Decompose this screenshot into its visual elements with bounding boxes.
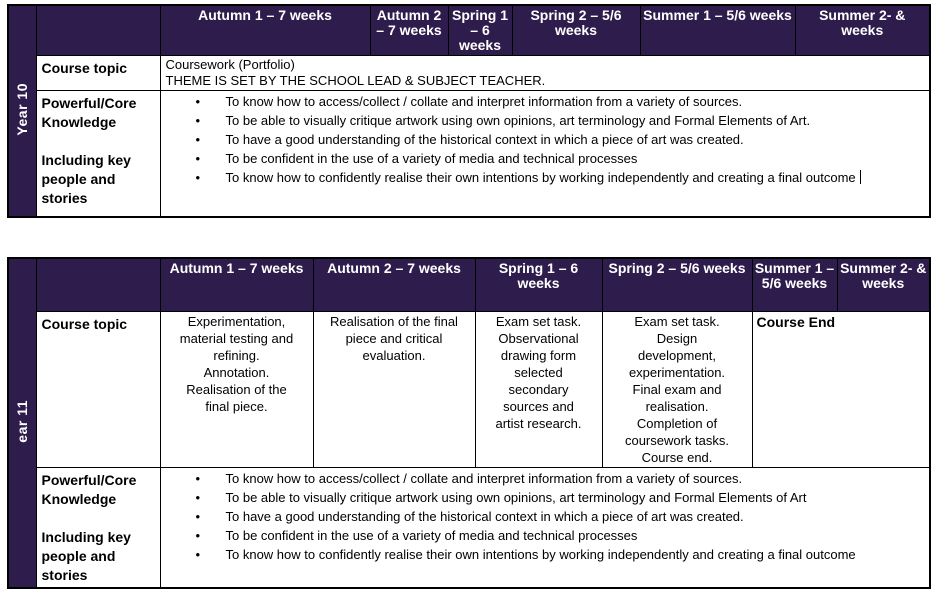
year11-table: [7, 257, 931, 589]
year10-header-autumn2[interactable]: Autumn 2 – 7 weeks: [370, 5, 448, 56]
cell-line: refining.: [213, 347, 260, 363]
bullet-item: • To be confident in the use of a variety of media and technical processes: [166, 149, 925, 168]
bullet-item: • To have a good understanding of the historical context in which a piece of art was created.: [166, 130, 925, 149]
text-cursor: [860, 170, 861, 184]
cell-line: Observational: [498, 330, 579, 346]
cell-line: Realisation of the final: [330, 313, 458, 329]
knowledge-label-top: Powerful/Core Knowledge: [41, 471, 137, 507]
cell-line: Design: [656, 330, 698, 346]
year11-knowledge-label[interactable]: [36, 467, 160, 588]
bullet-item: • To be able to visually critique artwork using own opinions, art terminology and Formal Elements of Art.: [166, 111, 925, 130]
year11-autumn1-cell[interactable]: [160, 311, 313, 467]
cell-line: experimentation.: [628, 364, 726, 380]
year11-header-autumn2[interactable]: Autumn 2 – 7 weeks: [313, 258, 475, 311]
year11-header-spring1[interactable]: Spring 1 – 6 weeks: [475, 258, 602, 311]
cell-line: Final exam and: [632, 381, 722, 397]
cell-line: final piece.: [205, 398, 268, 414]
cell-line: piece and critical: [345, 330, 443, 346]
year11-summer-cell[interactable]: Course End: [752, 311, 930, 467]
year11-header-spring2[interactable]: Spring 2 – 5/6 weeks: [602, 258, 752, 311]
year10-course-topic-label[interactable]: Course topic: [36, 56, 160, 91]
year11-header-autumn1[interactable]: Autumn 1 – 7 weeks: [160, 258, 313, 311]
year10-header-autumn1[interactable]: Autumn 1 – 7 weeks: [160, 5, 370, 56]
cell-line: realisation.: [645, 398, 709, 414]
year10-knowledge-cell[interactable]: [160, 91, 930, 217]
cell-line: Experimentation,: [187, 313, 286, 329]
cell-line: Exam set task.: [495, 313, 582, 329]
bullet-item: • To know how to access/collect / collate and interpret information from a variety of sources.: [166, 469, 925, 488]
cell-line: evaluation.: [362, 347, 426, 363]
year10-header-summer2[interactable]: Summer 2- & weeks: [795, 5, 930, 56]
year11-course-topic-label[interactable]: Course topic: [36, 311, 160, 467]
knowledge-label-top: Powerful/Core Knowledge: [41, 95, 137, 130]
year10-table: [7, 4, 931, 218]
cell-line: development,: [637, 347, 717, 363]
year11-spring2-cell[interactable]: [602, 311, 752, 467]
year11-header-corner[interactable]: [36, 258, 160, 311]
cell-line: Realisation of the: [186, 381, 287, 397]
year11-header-summer2[interactable]: Summer 2- & weeks: [837, 258, 930, 311]
bullet-item: • To know how to access/collect / collate and interpret information from a variety of sources.: [166, 92, 925, 111]
cell-line: Course end.: [641, 449, 713, 465]
year11-spring1-cell[interactable]: [475, 311, 602, 467]
cell-line: selected: [514, 364, 563, 380]
year10-knowledge-label[interactable]: [36, 91, 160, 217]
cell-line: Annotation.: [203, 364, 270, 380]
cell-line: drawing form: [500, 347, 577, 363]
cell-line: artist research.: [495, 415, 582, 431]
year10-header-spring1[interactable]: Spring 1 – 6 weeks: [448, 5, 512, 56]
spacer: [42, 132, 155, 151]
year10-header-corner[interactable]: [36, 5, 160, 56]
cell-line: secondary: [508, 381, 569, 397]
cell-line: Exam set task.: [634, 313, 720, 329]
year10-side-label: Year 10: [14, 82, 31, 136]
year10-header-summer1[interactable]: Summer 1 – 5/6 weeks: [640, 5, 795, 56]
year11-autumn2-cell[interactable]: [313, 311, 475, 467]
bullet-item: • To know how to confidently realise their own intentions by working independently and creating a final outcome: [166, 168, 925, 187]
year10-header-spring2[interactable]: Spring 2 – 5/6 weeks: [512, 5, 640, 56]
course-topic-line: THEME IS SET BY THE SCHOOL LEAD & SUBJECT TEACHER.: [165, 73, 546, 88]
year10-side-label-cell[interactable]: [8, 5, 36, 217]
bullet-item: • To know how to confidently realise their own intentions by working independently and creating a final outcome: [166, 545, 925, 564]
bullet-item: • To be confident in the use of a variety of media and technical processes: [166, 526, 925, 545]
year11-side-label-cell[interactable]: [8, 258, 36, 588]
bullet-item: • To be able to visually critique artwork using own opinions, art terminology and Formal Elements of Art: [166, 488, 925, 507]
knowledge-label-bottom: Including key people and stories: [41, 152, 131, 206]
year11-knowledge-cell[interactable]: [160, 467, 930, 588]
year10-course-topic-cell[interactable]: [160, 56, 930, 91]
spacer: [42, 509, 155, 528]
year11-header-summer1[interactable]: Summer 1 – 5/6 weeks: [752, 258, 837, 311]
cell-line: material testing and: [179, 330, 294, 346]
cell-line: coursework tasks.: [624, 432, 730, 448]
course-topic-line: Coursework (Portfolio): [165, 57, 295, 72]
cell-line: sources and: [503, 398, 574, 414]
bullet-item: • To have a good understanding of the historical context in which a piece of art was created.: [166, 507, 925, 526]
knowledge-label-bottom: Including key people and stories: [41, 528, 131, 583]
year11-side-label: ear 11: [14, 399, 31, 443]
cell-line: Completion of: [636, 415, 718, 431]
